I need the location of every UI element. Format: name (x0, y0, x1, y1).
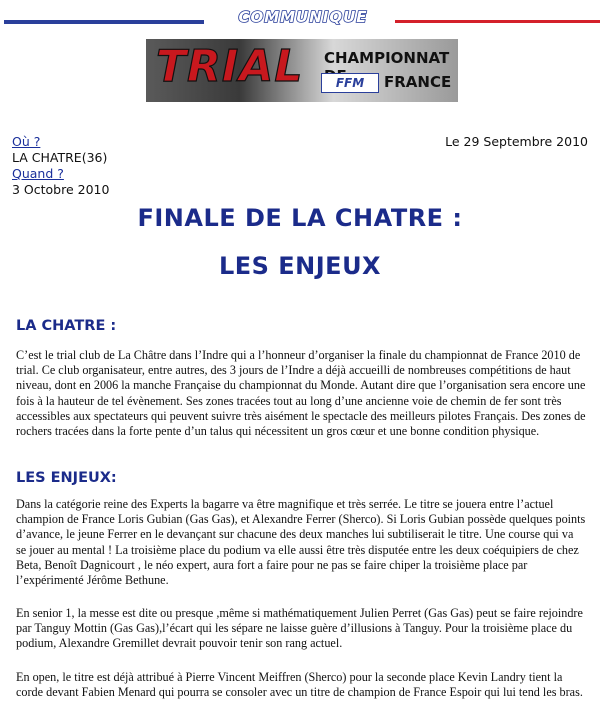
communique-header (0, 8, 600, 32)
section-heading-la-chatre: LA CHATRE : (16, 318, 117, 334)
trial-championnat-banner (146, 39, 458, 102)
banner-trial-word: TRIAL (156, 41, 304, 92)
paragraph-la-chatre: C’est le trial club de La Châtre dans l’Indre qui a l’honneur d’organiser la finale du championnat de France 2010 de trial. Ce club organisateur, entre autres, des 3 jours de l’Indre a déjà accueilli de nombreuses compétitions de haut niveau, dont en 2006 la manche Française du championnat du Monde. Autant dire que l’organisation sera encore une fois à la hauteur de tel évènement. Ses zones tracées tout au long d’une ancienne voie de chemin de fer sont très accessibles aux spectateurs qui peuvent suivre très aisément le spectacle des meilleurs pilotes Français. Des zones de rochers tracées dans la forte pente d’un talus qui nécessitent un gros cœur et une bonne condition physique. (16, 348, 586, 439)
paragraph-open: En open, le titre est déjà attribué à Pierre Vincent Meiffren (Sherco) pour la seconde place Kevin Landry tient la corde devant Fabien Menard qui pourra se consoler avec un titre de champion de France Espoir qui lui tend les bras. (16, 670, 583, 700)
page-title-line-1: FINALE DE LA CHATRE : (137, 204, 463, 232)
where-label: Où ? (12, 134, 41, 149)
section-heading-enjeux: LES ENJEUX: (16, 470, 117, 486)
ffm-logo: FFM (321, 73, 379, 93)
page-title-line-2: LES ENJEUX (218, 252, 382, 280)
paragraph-experts: Dans la catégorie reine des Experts la bagarre va être magnifique et très serrée. Le titre se jouera entre l’actuel champion de France Loris Gubian (Gas Gas), et Alexandre Ferrer (Sherco). Si Loris Gubian possède quelques points d’avance, le jeune Ferrer en le devançant sur chacune des deux manches lui subtiliserait le titre. Une course qui va se jouer au mental ! La troisième place du podium va elle aussi être très disputée entre les deux coéquipiers de chez Beta, Benoît Dagnicourt , le néo expert, aura fort a faire pour ne pas se faire chiper la troisième place par l’expérimenté Jérôme Bethune. (16, 497, 586, 588)
header-red-line (395, 20, 600, 23)
event-meta (12, 134, 109, 198)
banner-line-2: FRANCE (384, 73, 452, 91)
communique-label: COMMUNIQUE (238, 8, 368, 26)
communique-date: Le 29 Septembre 2010 (445, 134, 588, 149)
paragraph-senior: En senior 1, la messe est dite ou presque ,même si mathématiquement Julien Perret (Gas Gas) peut se faire rejoindre par Tanguy Mottin (Gas Gas),l’écart qui les sépare ne laisse guère d’illusions à Tanguy. Pour la troisième place du podium, Alexandre Gremillet devrait pouvoir tenir son rang actuel. (16, 606, 583, 651)
where-value: LA CHATRE(36) (12, 150, 108, 165)
banner-line-1: CHAMPIONNAT (324, 49, 450, 67)
when-value: 3 Octobre 2010 (12, 182, 110, 197)
header-blue-line (4, 20, 204, 24)
when-label: Quand ? (12, 166, 64, 181)
